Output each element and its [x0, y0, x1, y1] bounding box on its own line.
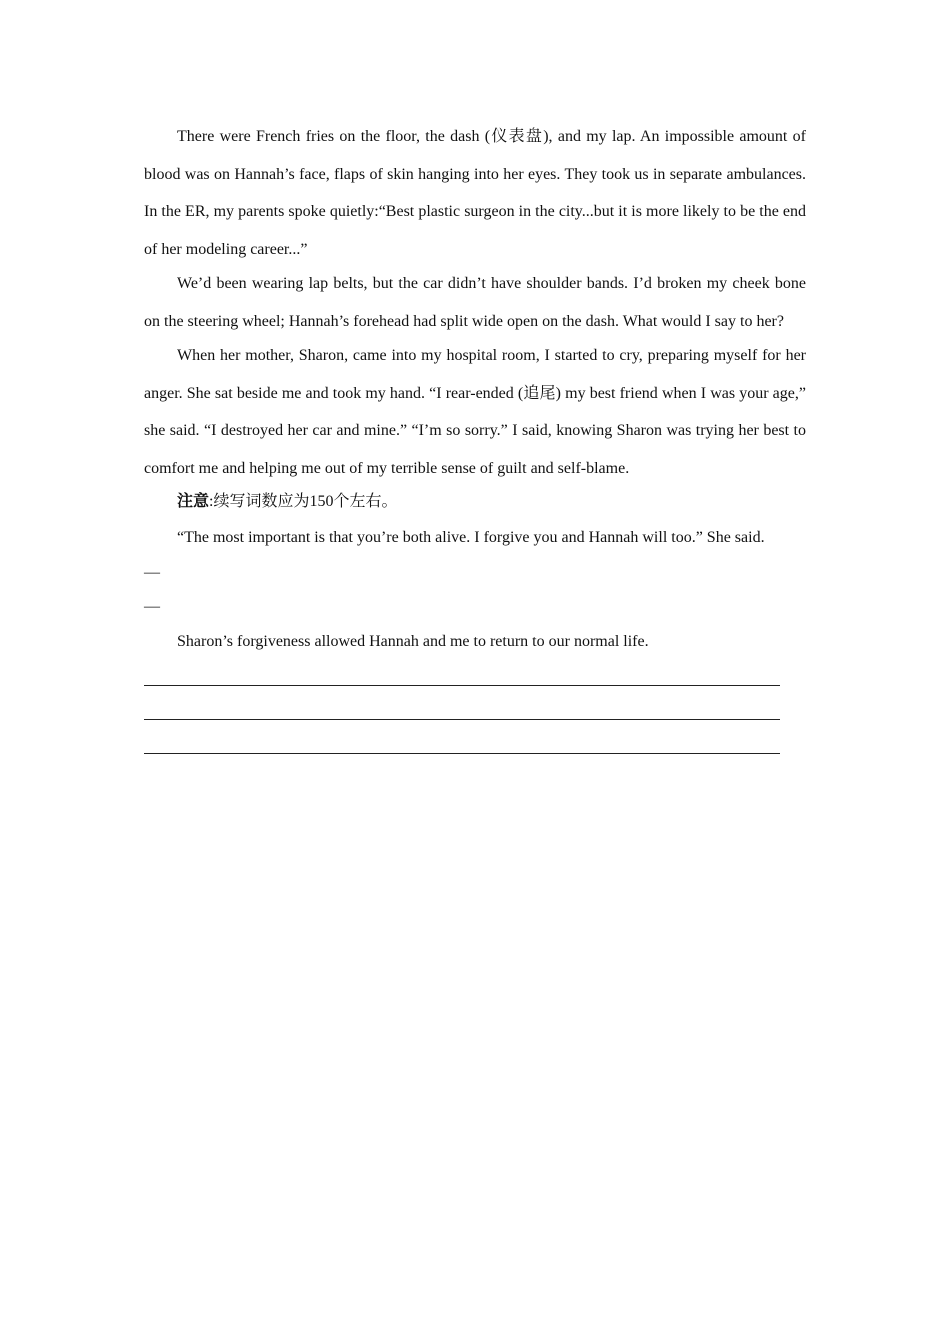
document-page: [144, 118, 806, 754]
story-paragraph-1: There were French fries on the floor, the dash (仪表盘), and my lap. An impossible amount of blood was on Hannah’s face, flaps of skin hanging into her eyes. They took us in separate ambulances. In the ER, my parents spoke quietly:“Best plastic surgeon in the city...but it is more likely to be the end of her modeling career...”: [144, 128, 806, 258]
writing-dash-1: —: [144, 564, 160, 581]
answer-line-1[interactable]: [144, 660, 780, 686]
note-label: 注意: [177, 493, 210, 510]
continuation-prompt-1: “The most important is that you’re both alive. I forgive you and Hannah will too.” She said.: [177, 529, 765, 546]
writing-dash-2: —: [144, 598, 160, 615]
word-count-note: [144, 484, 806, 520]
continuation-prompt-2: Sharon’s forgiveness allowed Hannah and me to return to our normal life.: [177, 633, 649, 650]
answer-line-3[interactable]: [144, 720, 780, 754]
note-text: :续写词数应为150个左右。: [209, 493, 398, 510]
answer-line-2[interactable]: [144, 686, 780, 720]
story-paragraph-2: We’d been wearing lap belts, but the car didn’t have shoulder bands. I’d broken my cheek bone on the steering wheel; Hannah’s forehead had split wide open on the dash. What would I say to her?: [144, 275, 806, 330]
story-paragraph-3: When her mother, Sharon, came into my hospital room, I started to cry, preparing myself for her anger. She sat beside me and took my hand. “I rear-ended (追尾) my best friend when I was your age,” she said. “I destroyed her car and mine.” “I’m so sorry.” I said, knowing Sharon was trying her best to comfort me and helping me out of my terrible sense of guilt and self-blame.: [144, 347, 806, 477]
